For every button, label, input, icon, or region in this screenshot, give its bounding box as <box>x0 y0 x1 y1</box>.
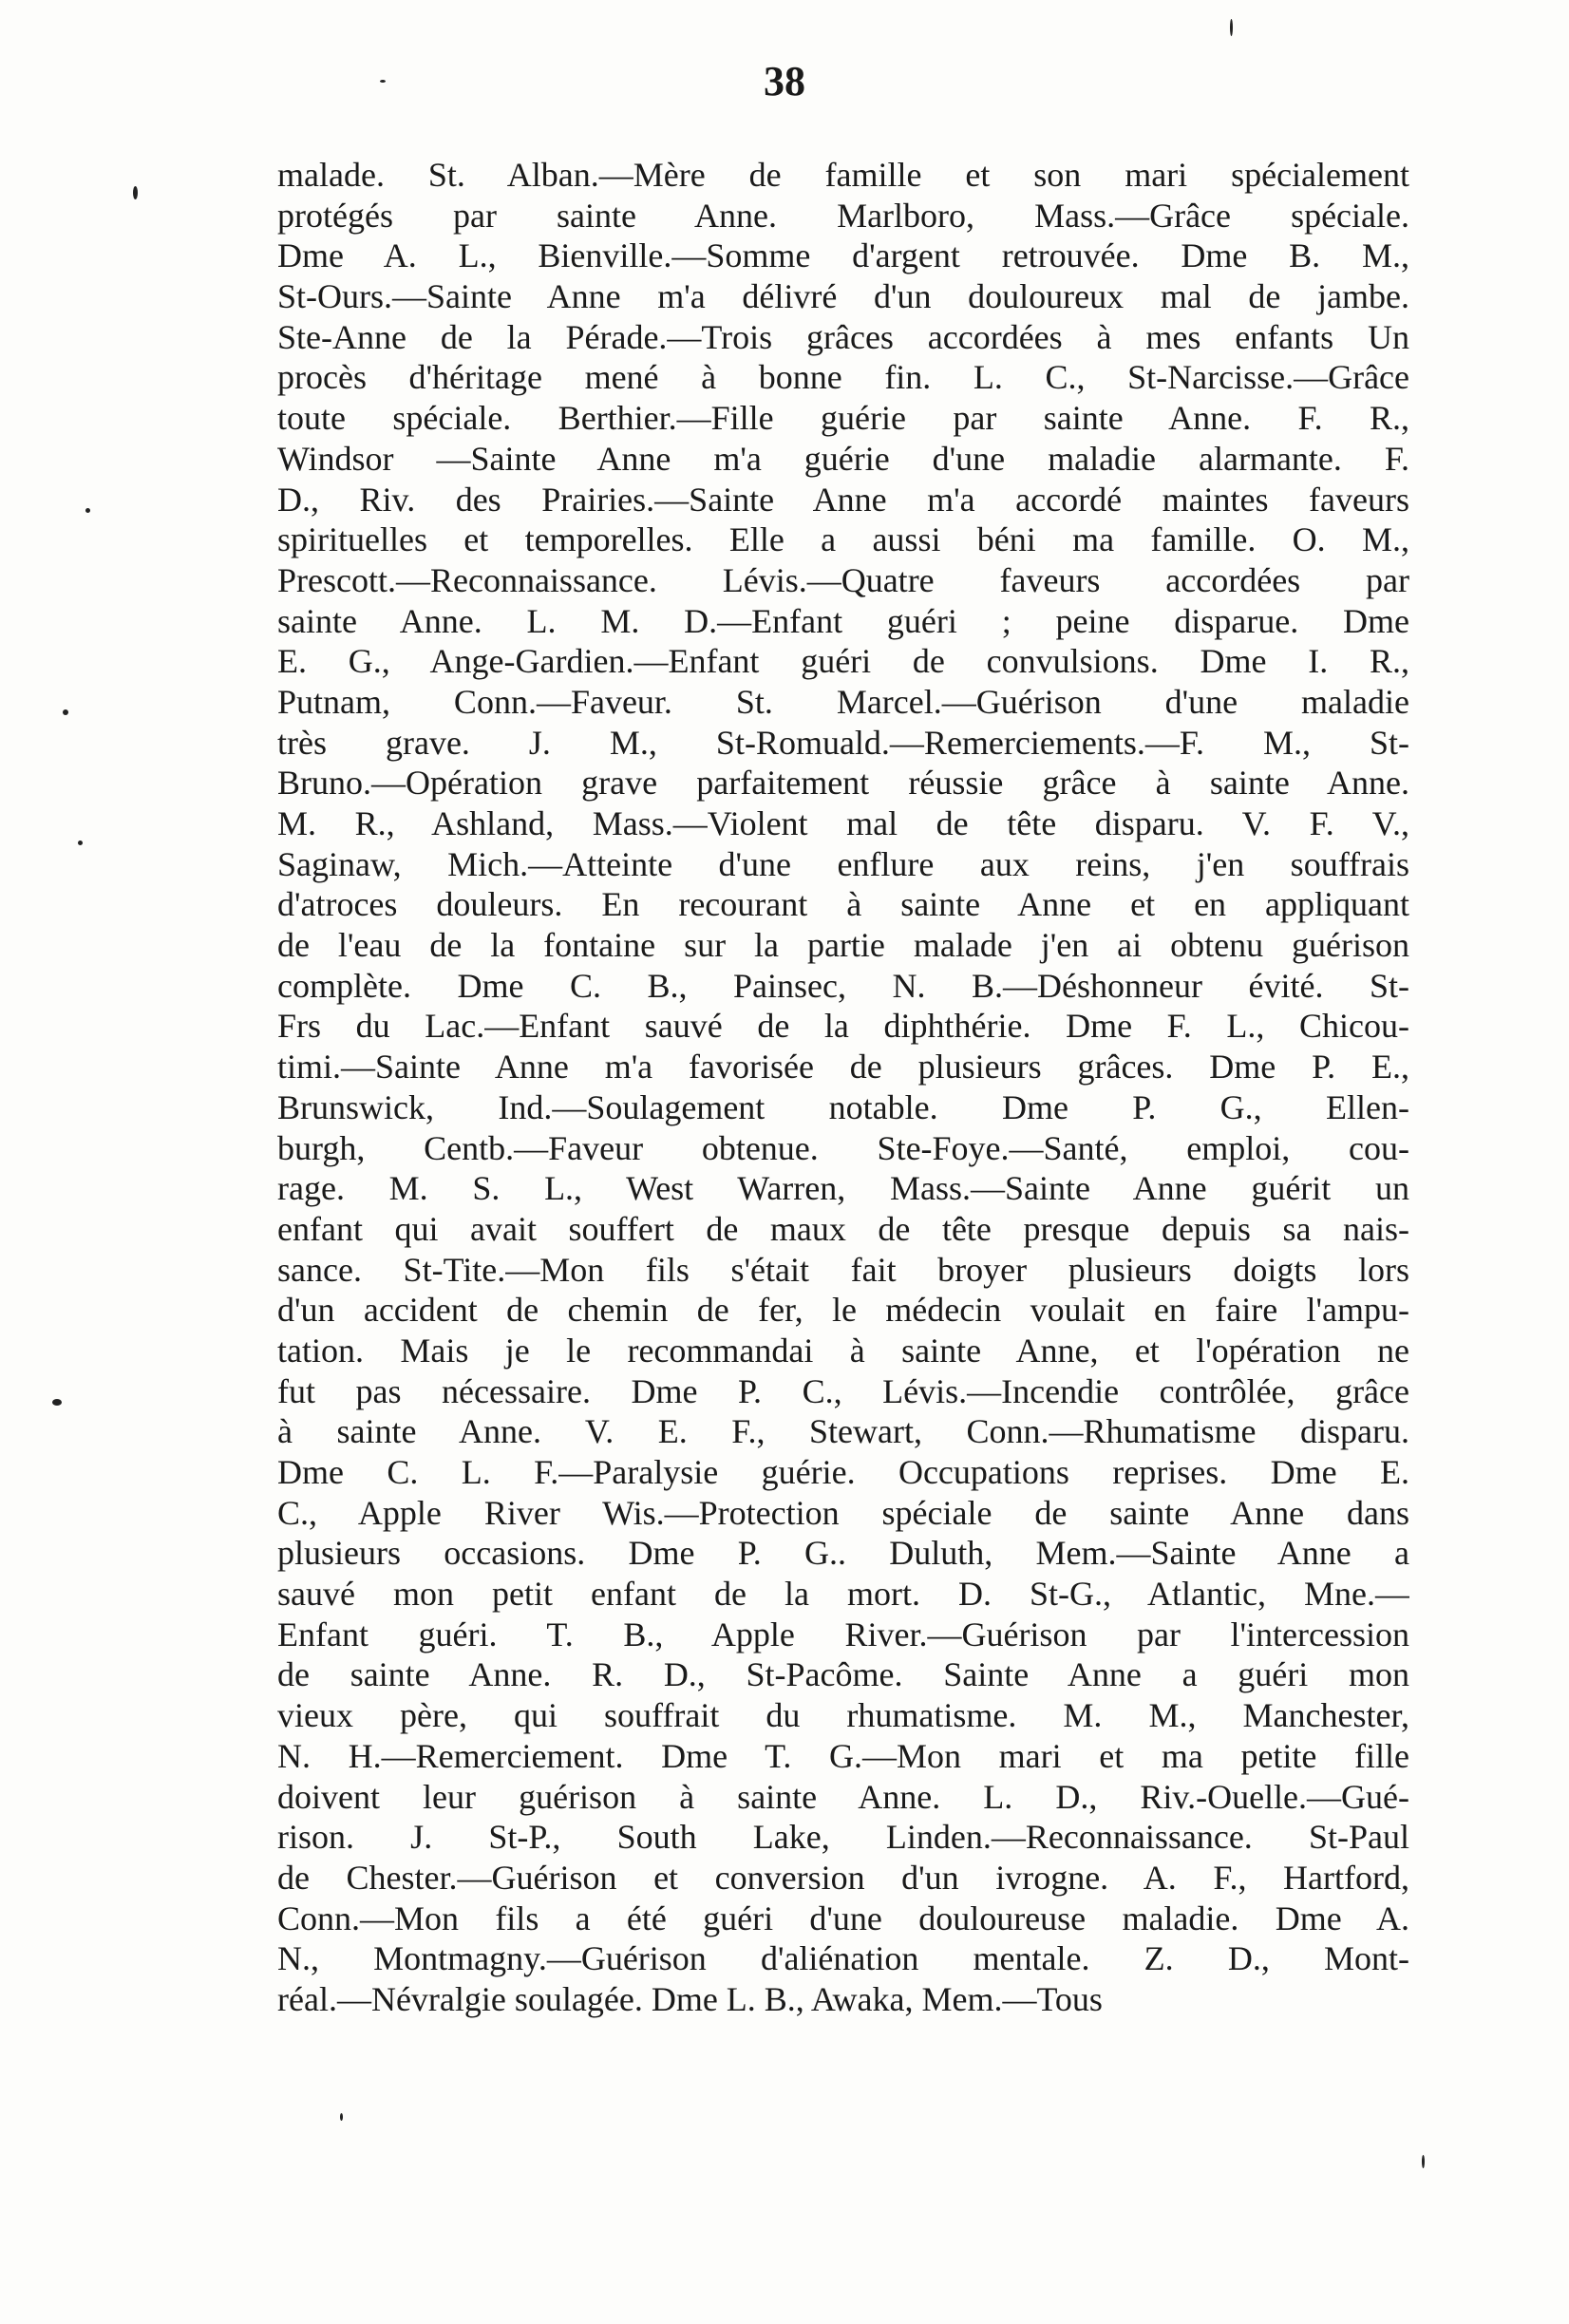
text-line: Conn.—Mon fils a été guéri d'une douloureuse maladie. Dme A. <box>277 1899 1409 1937</box>
text-line: Dme A. L., Bienville.—Somme d'argent retrouvée. Dme B. M., <box>277 236 1409 275</box>
text-line: E. G., Ange-Gardien.—Enfant guéri de convulsions. Dme I. R., <box>277 642 1409 681</box>
margin-speck <box>1422 2155 1425 2168</box>
text-line: complète. Dme C. B., Painsec, N. B.—Déshonneur évité. St- <box>277 966 1409 1005</box>
text-line: rison. J. St-P., South Lake, Linden.—Reconnaissance. St-Paul <box>277 1818 1409 1857</box>
margin-speck <box>85 508 90 513</box>
text-line: Ste-Anne de la Pérade.—Trois grâces accordées à mes enfants Un <box>277 317 1409 356</box>
margin-speck <box>380 80 386 83</box>
text-line: malade. St. Alban.—Mère de famille et son mari spécialement <box>277 156 1409 194</box>
text-line: d'atroces douleurs. En recourant à sainte Anne et en appliquant <box>277 885 1409 924</box>
text-line: Dme C. L. F.—Paralysie guérie. Occupations reprises. Dme E. <box>277 1453 1409 1491</box>
text-line: timi.—Sainte Anne m'a favorisée de plusieurs grâces. Dme P. E., <box>277 1048 1409 1086</box>
text-line: de l'eau de la fontaine sur la partie malade j'en ai obtenu guérison <box>277 926 1409 965</box>
page-number: 38 <box>764 58 805 104</box>
text-line: M. R., Ashland, Mass.—Violent mal de tête disparu. V. F. V., <box>277 804 1409 842</box>
text-line: de Chester.—Guérison et conversion d'un ivrogne. A. F., Hartford, <box>277 1858 1409 1897</box>
text-line: à sainte Anne. V. E. F., Stewart, Conn.—Rhumatisme disparu. <box>277 1412 1409 1451</box>
text-line: de sainte Anne. R. D., St-Pacôme. Sainte Anne a guéri mon <box>277 1655 1409 1694</box>
text-line: Prescott.—Reconnaissance. Lévis.—Quatre faveurs accordées par <box>277 560 1409 599</box>
margin-speck <box>133 186 138 199</box>
text-line: doivent leur guérison à sainte Anne. L. D., Riv.-Ouelle.—Gué- <box>277 1777 1409 1816</box>
text-line: Brunswick, Ind.—Soulagement notable. Dme P. G., Ellen- <box>277 1087 1409 1126</box>
margin-speck <box>1230 19 1233 36</box>
text-line: D., Riv. des Prairies.—Sainte Anne m'a accordé maintes faveurs <box>277 480 1409 519</box>
margin-speck <box>78 841 83 845</box>
text-line: d'un accident de chemin de fer, le médecin voulait en faire l'ampu- <box>277 1291 1409 1330</box>
text-line: protégés par sainte Anne. Marlboro, Mass.—Grâce spéciale. <box>277 196 1409 235</box>
text-line: rage. M. S. L., West Warren, Mass.—Sainte Anne guérit un <box>277 1169 1409 1208</box>
text-line: Bruno.—Opération grave parfaitement réussie grâce à sainte Anne. <box>277 764 1409 803</box>
text-line: Putnam, Conn.—Faveur. St. Marcel.—Guérison d'une maladie <box>277 682 1409 721</box>
text-line: enfant qui avait souffert de maux de tête presque depuis sa nais- <box>277 1209 1409 1248</box>
text-line: sance. St-Tite.—Mon fils s'était fait broyer plusieurs doigts lors <box>277 1250 1409 1289</box>
text-line: très grave. J. M., St-Romuald.—Remerciements.—F. M., St- <box>277 723 1409 762</box>
margin-speck <box>340 2113 343 2121</box>
text-line: tation. Mais je le recommandai à sainte Anne, et l'opération ne <box>277 1331 1409 1370</box>
text-line: Windsor —Sainte Anne m'a guérie d'une maladie alarmante. F. <box>277 439 1409 478</box>
text-line: C., Apple River Wis.—Protection spéciale de sainte Anne dans <box>277 1493 1409 1532</box>
text-line: Enfant guéri. T. B., Apple River.—Guérison par l'intercession <box>277 1615 1409 1653</box>
text-line: toute spéciale. Berthier.—Fille guérie par sainte Anne. F. R., <box>277 399 1409 438</box>
text-line: sauvé mon petit enfant de la mort. D. St-G., Atlantic, Mne.— <box>277 1575 1409 1614</box>
text-line: burgh, Centb.—Faveur obtenue. Ste-Foye.—Santé, emploi, cou- <box>277 1128 1409 1167</box>
text-line: sainte Anne. L. M. D.—Enfant guéri ; peine disparue. Dme <box>277 601 1409 640</box>
text-line: plusieurs occasions. Dme P. G.. Duluth, Mem.—Sainte Anne a <box>277 1534 1409 1573</box>
text-line: N., Montmagny.—Guérison d'aliénation mentale. Z. D., Mont- <box>277 1939 1409 1978</box>
text-line: spirituelles et temporelles. Elle a aussi béni ma famille. O. M., <box>277 520 1409 559</box>
text-line: Saginaw, Mich.—Atteinte d'une enflure aux reins, j'en souffrais <box>277 844 1409 883</box>
text-line: procès d'héritage mené à bonne fin. L. C., St-Narcisse.—Grâce <box>277 358 1409 397</box>
text-line: vieux père, qui souffrait du rhumatisme. M. M., Manchester, <box>277 1696 1409 1735</box>
text-line: Frs du Lac.—Enfant sauvé de la diphthérie. Dme F. L., Chicou- <box>277 1007 1409 1046</box>
text-line: St-Ours.—Sainte Anne m'a délivré d'un douloureux mal de jambe. <box>277 277 1409 316</box>
margin-speck <box>52 1399 62 1406</box>
text-line: réal.—Névralgie soulagée. Dme L. B., Awaka, Mem.—Tous <box>277 1979 1103 2018</box>
margin-speck <box>63 709 68 715</box>
text-line: N. H.—Remerciement. Dme T. G.—Mon mari et ma petite fille <box>277 1736 1409 1775</box>
body-text <box>277 155 1409 2020</box>
text-line: fut pas nécessaire. Dme P. C., Lévis.—Incendie contrôlée, grâce <box>277 1371 1409 1410</box>
